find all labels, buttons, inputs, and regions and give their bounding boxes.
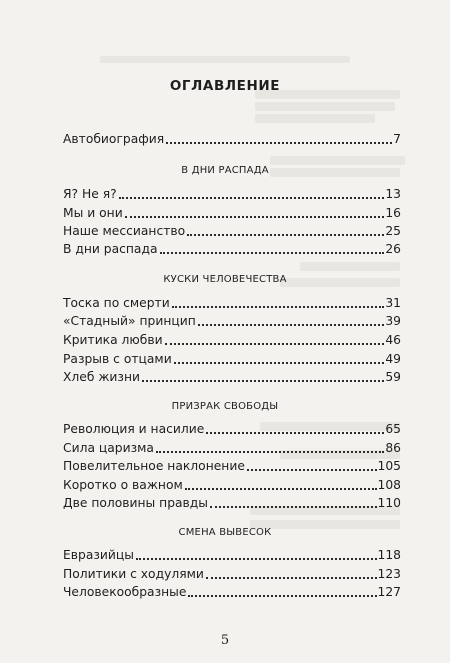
toc-entry xyxy=(63,331,401,348)
entry-title: Две половины правды xyxy=(63,496,209,510)
toc-entry xyxy=(63,368,401,385)
dot-leader xyxy=(166,142,392,144)
entry-page: 26 xyxy=(385,242,401,256)
entry-title: В дни распада xyxy=(63,242,158,256)
entry-title: Хлеб жизни xyxy=(63,370,140,384)
entry-page: 31 xyxy=(385,296,401,310)
entry-title: Я? Не я? xyxy=(63,187,117,201)
section-heading: В ДНИ РАСПАДА xyxy=(181,165,269,176)
dot-leader xyxy=(247,469,377,471)
entry-page: 49 xyxy=(385,352,401,366)
entry-page: 25 xyxy=(385,224,401,238)
entry-title: Мы и они xyxy=(63,206,123,220)
entry-title: Сила царизма xyxy=(63,441,154,455)
section-heading: СМЕНА ВЫВЕСОК xyxy=(178,527,272,538)
dot-leader xyxy=(210,506,377,508)
entry-page: 65 xyxy=(385,422,401,436)
entry-title: Человекообразные xyxy=(63,585,187,599)
entry-title: Тоска по смерти xyxy=(63,296,170,310)
entry-page: 39 xyxy=(385,314,401,328)
dot-leader xyxy=(160,252,385,254)
entry-title: Революция и насилие xyxy=(63,422,205,436)
dot-leader xyxy=(165,343,385,345)
dot-leader xyxy=(187,234,384,236)
toc-entry xyxy=(63,185,401,202)
dot-leader xyxy=(119,197,385,199)
entry-title: Евразийцы xyxy=(63,548,134,562)
toc-entry xyxy=(63,420,401,437)
entry-page: 59 xyxy=(385,370,401,384)
entry-page: 108 xyxy=(377,478,401,492)
dot-leader xyxy=(142,380,384,382)
toc-entry xyxy=(63,240,401,257)
section-heading: ПРИЗРАК СВОБОДЫ xyxy=(171,401,279,412)
toc-entry-autobiography xyxy=(63,130,401,147)
dot-leader xyxy=(206,432,384,434)
toc-entry xyxy=(63,204,401,221)
entry-page: 16 xyxy=(385,206,401,220)
dot-leader xyxy=(185,488,377,490)
toc-entry xyxy=(63,494,401,511)
entry-title: Повелительное наклонение xyxy=(63,459,245,473)
toc-entry xyxy=(63,439,401,456)
toc-entry xyxy=(63,222,401,239)
toc-entry xyxy=(63,476,401,493)
toc-entry xyxy=(63,565,401,582)
entry-page: 86 xyxy=(385,441,401,455)
entry-page: 127 xyxy=(377,585,401,599)
dot-leader xyxy=(136,558,377,560)
entry-page: 46 xyxy=(385,333,401,347)
entry-page: 7 xyxy=(393,132,401,146)
entry-page: 118 xyxy=(377,548,401,562)
dot-leader xyxy=(188,595,376,597)
dot-leader xyxy=(156,451,384,453)
toc-entry xyxy=(63,350,401,367)
entry-title: Наше мессианство xyxy=(63,224,186,238)
toc-title: ОГЛАВЛЕНИЕ xyxy=(169,78,281,94)
dot-leader xyxy=(206,577,377,579)
toc-entry xyxy=(63,546,401,563)
dot-leader xyxy=(172,306,385,308)
entry-title: «Стадный» принцип xyxy=(63,314,196,328)
entry-title: Коротко о важном xyxy=(63,478,183,492)
entry-title: Критика любви xyxy=(63,333,163,347)
entry-page: 110 xyxy=(377,496,401,510)
toc-entry xyxy=(63,583,401,600)
entry-title: Автобиография xyxy=(63,132,165,146)
page-number: 5 xyxy=(220,633,230,648)
dot-leader xyxy=(174,362,385,364)
toc-entry xyxy=(63,312,401,329)
entry-title: Разрыв с отцами xyxy=(63,352,172,366)
dot-leader xyxy=(198,324,385,326)
entry-page: 13 xyxy=(385,187,401,201)
entry-page: 105 xyxy=(377,459,401,473)
toc-entry xyxy=(63,457,401,474)
entry-page: 123 xyxy=(377,567,401,581)
toc-entry xyxy=(63,294,401,311)
dot-leader xyxy=(125,216,385,218)
section-heading: КУСКИ ЧЕЛОВЕЧЕСТВА xyxy=(163,274,287,285)
entry-title: Политики с ходулями xyxy=(63,567,204,581)
